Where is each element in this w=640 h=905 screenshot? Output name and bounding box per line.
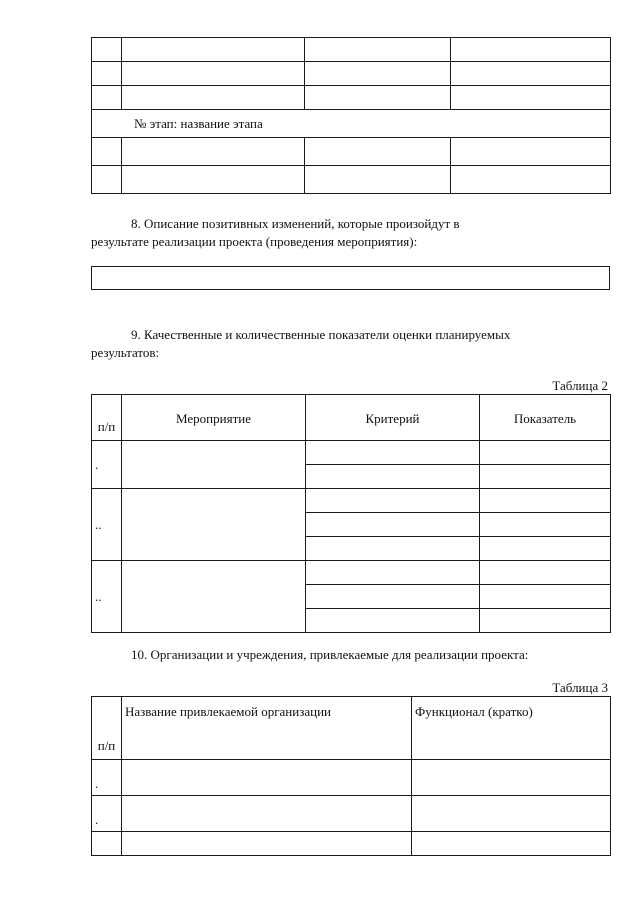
criterion-cell[interactable] xyxy=(306,585,480,609)
table-row xyxy=(92,138,611,166)
row-marker: .. xyxy=(92,489,122,561)
header-organization-name: Название привлекаемой организации xyxy=(122,697,412,760)
row-marker: . xyxy=(92,441,122,489)
indicator-cell[interactable] xyxy=(480,561,611,585)
row-marker: . xyxy=(92,796,122,832)
header-number: п/п xyxy=(92,395,122,441)
function-cell[interactable] xyxy=(412,760,611,796)
row-marker: . xyxy=(92,760,122,796)
section-8-line-1: 8. Описание позитивных изменений, которые произойдут в xyxy=(131,216,460,231)
criterion-cell[interactable] xyxy=(306,513,480,537)
indicator-cell[interactable] xyxy=(480,513,611,537)
table-row xyxy=(92,760,611,796)
indicator-cell[interactable] xyxy=(480,489,611,513)
row-marker xyxy=(92,832,122,856)
row-marker: .. xyxy=(92,561,122,633)
criterion-cell[interactable] xyxy=(306,609,480,633)
section-8-line-2: результате реализации проекта (проведения мероприятия): xyxy=(91,234,418,249)
section-10-line-1: 10. Организации и учреждения, привлекаемые для реализации проекта: xyxy=(131,647,529,662)
stage-row xyxy=(92,110,611,138)
table-row xyxy=(92,561,611,585)
header-function: Функционал (кратко) xyxy=(412,697,611,760)
section-8-answer-box[interactable] xyxy=(91,266,610,290)
criterion-cell[interactable] xyxy=(306,537,480,561)
event-cell[interactable] xyxy=(122,441,306,489)
function-cell[interactable] xyxy=(412,796,611,832)
section-9-line-2: результатов: xyxy=(91,345,160,360)
table-row xyxy=(92,832,611,856)
table-row xyxy=(92,796,611,832)
table-header-row xyxy=(92,697,611,760)
section-9-text xyxy=(91,326,610,362)
header-criterion: Критерий xyxy=(306,395,480,441)
stage-label: № этап: название этапа xyxy=(92,110,611,138)
table-row xyxy=(92,441,611,465)
criterion-cell[interactable] xyxy=(306,561,480,585)
section-9-line-1: 9. Качественные и количественные показатели оценки планируемых xyxy=(131,327,511,342)
table-row xyxy=(92,86,611,110)
organization-cell[interactable] xyxy=(122,760,412,796)
indicator-cell[interactable] xyxy=(480,585,611,609)
header-indicator: Показатель xyxy=(480,395,611,441)
criterion-cell[interactable] xyxy=(306,441,480,465)
table-row xyxy=(92,166,611,194)
criterion-cell[interactable] xyxy=(306,465,480,489)
section-8-text xyxy=(91,215,610,251)
table-row xyxy=(92,489,611,513)
event-cell[interactable] xyxy=(122,561,306,633)
criterion-cell[interactable] xyxy=(306,489,480,513)
table-2-caption: Таблица 2 xyxy=(552,378,608,393)
table-3-caption: Таблица 3 xyxy=(552,680,608,695)
event-cell[interactable] xyxy=(122,489,306,561)
function-cell[interactable] xyxy=(412,832,611,856)
table-row xyxy=(92,38,611,62)
table-header-row xyxy=(92,395,611,441)
organization-cell[interactable] xyxy=(122,796,412,832)
header-number: п/п xyxy=(92,697,122,760)
header-event: Мероприятие xyxy=(122,395,306,441)
stages-table xyxy=(91,37,611,194)
table-row xyxy=(92,62,611,86)
indicator-cell[interactable] xyxy=(480,537,611,561)
indicator-cell[interactable] xyxy=(480,441,611,465)
section-10-text xyxy=(91,646,610,664)
indicator-cell[interactable] xyxy=(480,465,611,489)
indicator-cell[interactable] xyxy=(480,609,611,633)
organizations-table xyxy=(91,696,611,856)
indicators-table xyxy=(91,394,611,633)
organization-cell[interactable] xyxy=(122,832,412,856)
